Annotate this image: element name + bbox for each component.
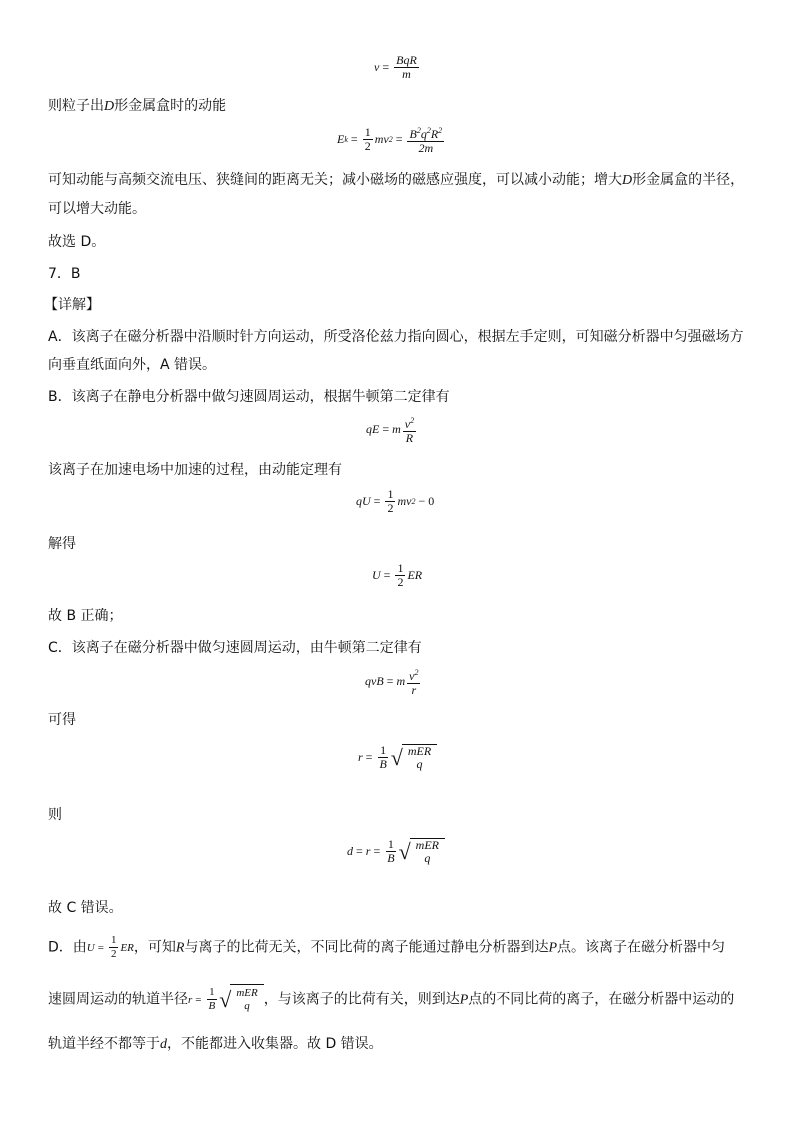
text-line: 轨道半经不都等于d，不能都进入收集器。故 D 错误。 [48, 1036, 383, 1052]
equation-velocity: v = $\frac{\text{BqR}}{m}$ [374, 53, 417, 81]
text-line: B．该离子在静电分析器中做匀速圆周运动，根据牛顿第二定律有 [48, 389, 450, 405]
text-line: 可知动能与高频交流电压、狭缝间的距离无关；减小磁场的磁感应强度，可以减小动能；增大D形金属盒的半径， [48, 172, 745, 188]
equation-radius: r = $\frac{1}{B}$ √ mER q [358, 744, 437, 771]
text-line: 故 C 错误。 [48, 900, 123, 916]
text-line: 该离子在加速电场中加速的过程，由动能定理有 [48, 462, 342, 478]
text-line: C．该离子在磁分析器中做匀速圆周运动，由牛顿第二定律有 [48, 640, 422, 656]
text-line: 速圆周运动的轨道半径r = $\frac{1}{B}$ √ mER q ，与该离子的比荷有关，则到达P点的不同比荷的离子，在磁分析器中运动的 [48, 984, 734, 1016]
text-line: D．由U = $\frac{1}{2}$ ER，可知R与离子的比荷无关，不同比荷的离子能通过静电分析器到达P点。该离子在磁分析器中匀 [48, 934, 726, 960]
text-line: A．该离子在磁分析器中沿顺时针方向运动，所受洛伦兹力指向圆心，根据左手定则，可知磁分析器中匀强磁场方 [48, 329, 744, 345]
question-number: 7．B [48, 266, 81, 282]
equation-electric-force: qE = m $\frac{v^2}{R}$ [366, 416, 415, 445]
text-line: 则 [48, 807, 62, 823]
section-heading: 【详解】 [44, 297, 100, 313]
equation-magnetic-force: qvB = m $\frac{v^2}{r}$ [365, 668, 419, 697]
text-line: 可以增大动能。 [48, 201, 146, 217]
text-line: 解得 [48, 536, 76, 552]
equation-work-energy: qU = $\frac{1}{2}$ mv 2 − 0 [356, 487, 435, 515]
text-line: 故 B 正确； [48, 608, 123, 624]
equation-distance: d = r = $\frac{1}{B}$ √ mER q [347, 838, 445, 865]
equation-kinetic-energy: E k = $\frac{1}{2}$ mv 2 = $\frac{B^2q^2R^2}{2m}$ [337, 125, 443, 155]
text-line: 可得 [48, 712, 76, 728]
text-line: 则粒子出D形金属盒时的动能 [48, 98, 227, 114]
text-line: 向垂直纸面向外，A 错误。 [48, 357, 217, 373]
equation-voltage: U = $\frac{1}{2}$ ER [372, 561, 423, 589]
text-line: 故选 D。 [48, 234, 106, 250]
